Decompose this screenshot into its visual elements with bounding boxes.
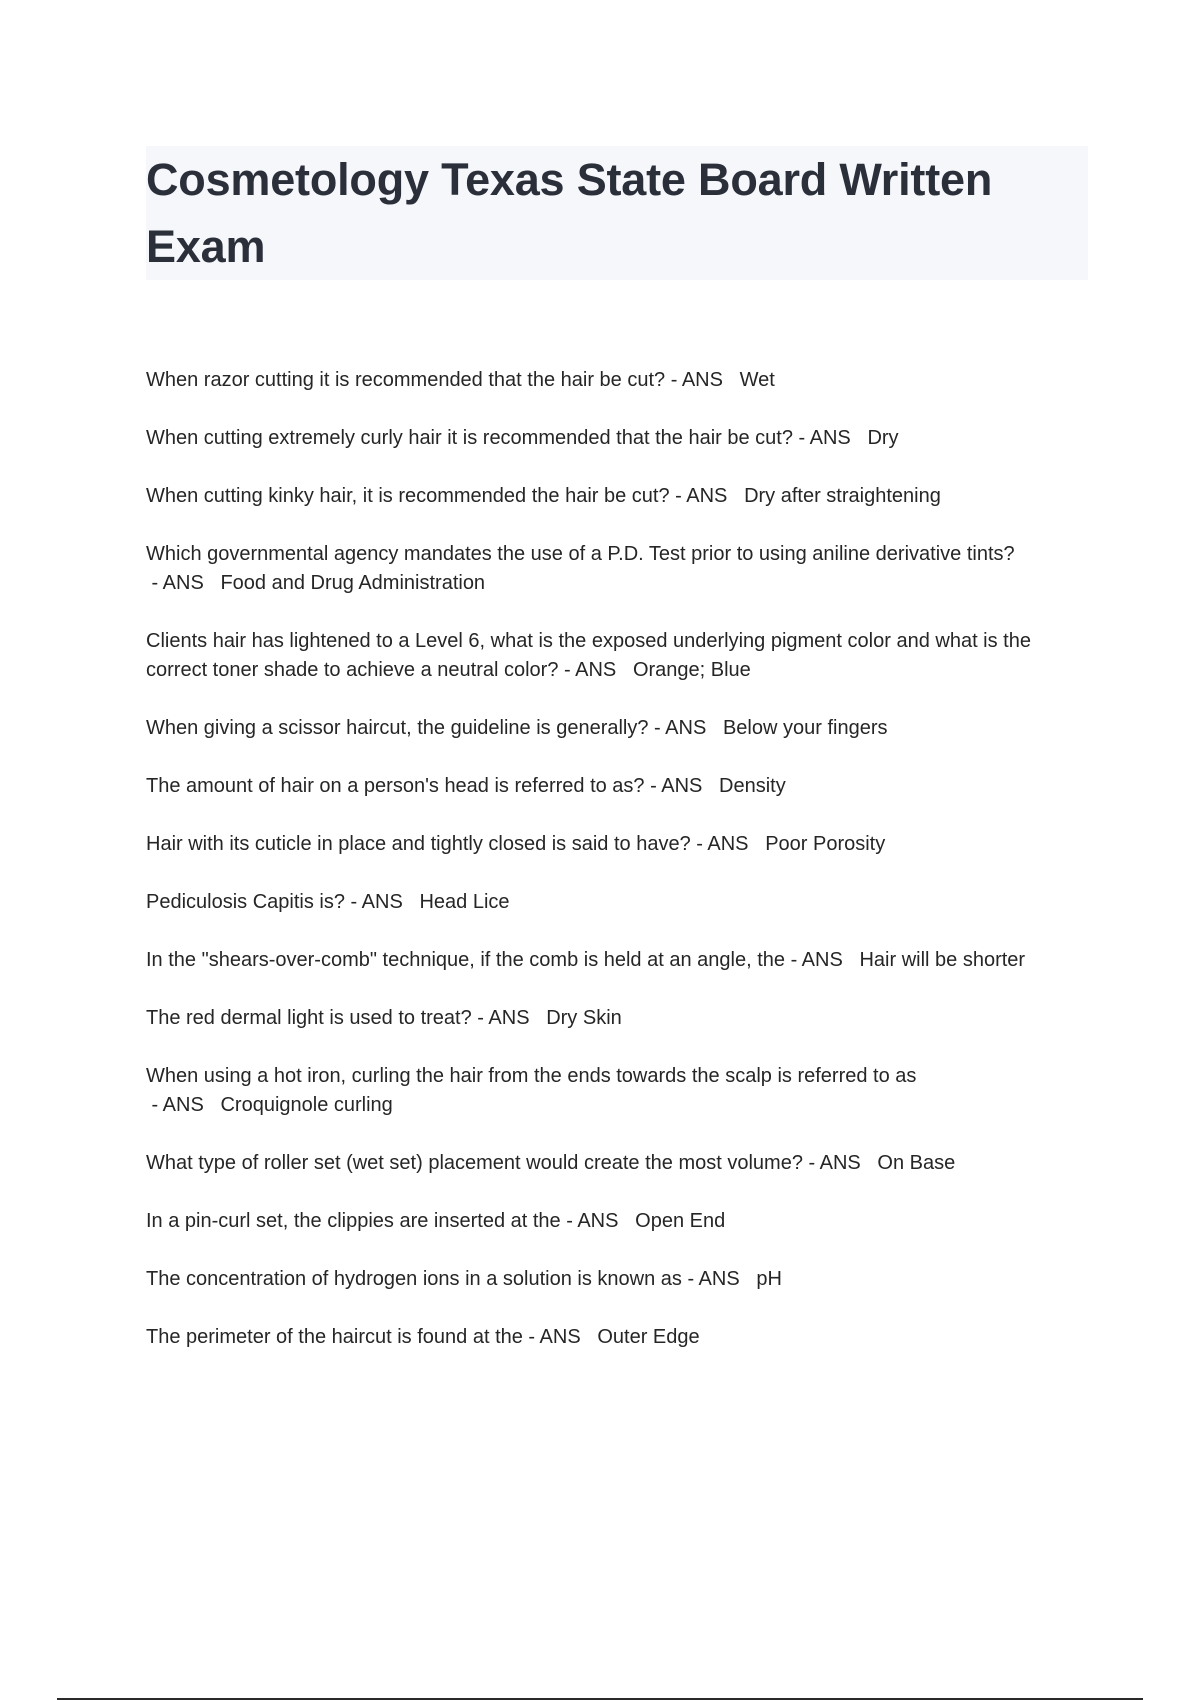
page-title: Cosmetology Texas State Board Written Exam	[146, 154, 993, 272]
question-text: When using a hot iron, curling the hair from the ends towards the scalp is referred to as	[146, 1065, 917, 1087]
answer-marker: - ANS	[522, 1326, 598, 1348]
answer-text: Wet	[739, 369, 775, 391]
answer-marker: - ANS	[648, 717, 723, 739]
answer-text: Orange; Blue	[632, 659, 751, 681]
question-text: Pediculosis Capitis is?	[146, 891, 345, 913]
qa-item	[146, 540, 1096, 598]
answer-marker: - ANS	[681, 1268, 757, 1290]
question-text: When cutting extremely curly hair it is recommended that the hair be cut?	[146, 427, 793, 449]
answer-text: Hair will be shorter	[859, 949, 1026, 971]
qa-item	[146, 366, 1096, 395]
question-text: The red dermal light is used to treat?	[146, 1007, 472, 1029]
answer-marker: - ANS	[146, 572, 221, 594]
answer-marker: - ANS	[560, 1210, 636, 1232]
answer-text: Dry after straightening	[744, 485, 941, 507]
question-text: In a pin-curl set, the clippies are inserted at the	[146, 1210, 561, 1232]
qa-item	[146, 627, 1096, 685]
question-text: The perimeter of the haircut is found at the	[146, 1326, 523, 1348]
qa-item	[146, 424, 1096, 453]
answer-marker: - ANS	[785, 949, 860, 971]
qa-item	[146, 1323, 1096, 1352]
qa-item	[146, 1062, 1096, 1120]
question-text: Which governmental agency mandates the use of a P.D. Test prior to using aniline derivative tints?	[146, 543, 1015, 565]
question-text: What type of roller set (wet set) placement would create the most volume?	[146, 1152, 803, 1174]
answer-text: Density	[719, 775, 786, 797]
qa-list	[146, 366, 1096, 1381]
answer-text: On Base	[877, 1152, 956, 1174]
answer-text: Below your fingers	[722, 717, 888, 739]
question-text: When giving a scissor haircut, the guideline is generally?	[146, 717, 649, 739]
question-text: In the "shears-over-comb" technique, if the comb is held at an angle, the	[146, 949, 786, 971]
question-text: Hair with its cuticle in place and tightly closed is said to have?	[146, 833, 691, 855]
answer-marker: - ANS	[471, 1007, 547, 1029]
qa-item	[146, 830, 1096, 859]
question-text: Clients hair has lightened to a Level 6, what is the exposed underlying pigment color and what is the correct toner shade to achieve a neutral color?	[146, 630, 1031, 681]
qa-item	[146, 482, 1096, 511]
answer-marker: - ANS	[792, 427, 868, 449]
answer-text: pH	[756, 1268, 782, 1290]
qa-item	[146, 1004, 1096, 1033]
qa-item	[146, 1149, 1096, 1178]
qa-item	[146, 1265, 1096, 1294]
qa-item	[146, 772, 1096, 801]
answer-marker: - ANS	[690, 833, 766, 855]
answer-text: Head Lice	[419, 891, 510, 913]
answer-marker: - ANS	[802, 1152, 878, 1174]
question-text: The concentration of hydrogen ions in a solution is known as	[146, 1268, 682, 1290]
answer-text: Poor Porosity	[765, 833, 886, 855]
answer-text: Food and Drug Administration	[220, 572, 486, 594]
answer-marker: - ANS	[669, 485, 745, 507]
question-text: When razor cutting it is recommended that the hair be cut?	[146, 369, 666, 391]
answer-marker: - ANS	[146, 1094, 221, 1116]
question-text: When cutting kinky hair, it is recommended the hair be cut?	[146, 485, 670, 507]
answer-marker: - ANS	[644, 775, 720, 797]
answer-text: Dry Skin	[546, 1007, 622, 1029]
qa-item	[146, 888, 1096, 917]
answer-marker: - ANS	[344, 891, 420, 913]
qa-item	[146, 946, 1096, 975]
answer-text: Outer Edge	[597, 1326, 700, 1348]
question-text: The amount of hair on a person's head is referred to as?	[146, 775, 645, 797]
title-block	[146, 146, 1088, 280]
answer-text: Dry	[867, 427, 899, 449]
answer-marker: - ANS	[558, 659, 633, 681]
qa-item	[146, 714, 1096, 743]
answer-marker: - ANS	[665, 369, 740, 391]
qa-item	[146, 1207, 1096, 1236]
answer-text: Open End	[635, 1210, 726, 1232]
answer-text: Croquignole curling	[220, 1094, 393, 1116]
